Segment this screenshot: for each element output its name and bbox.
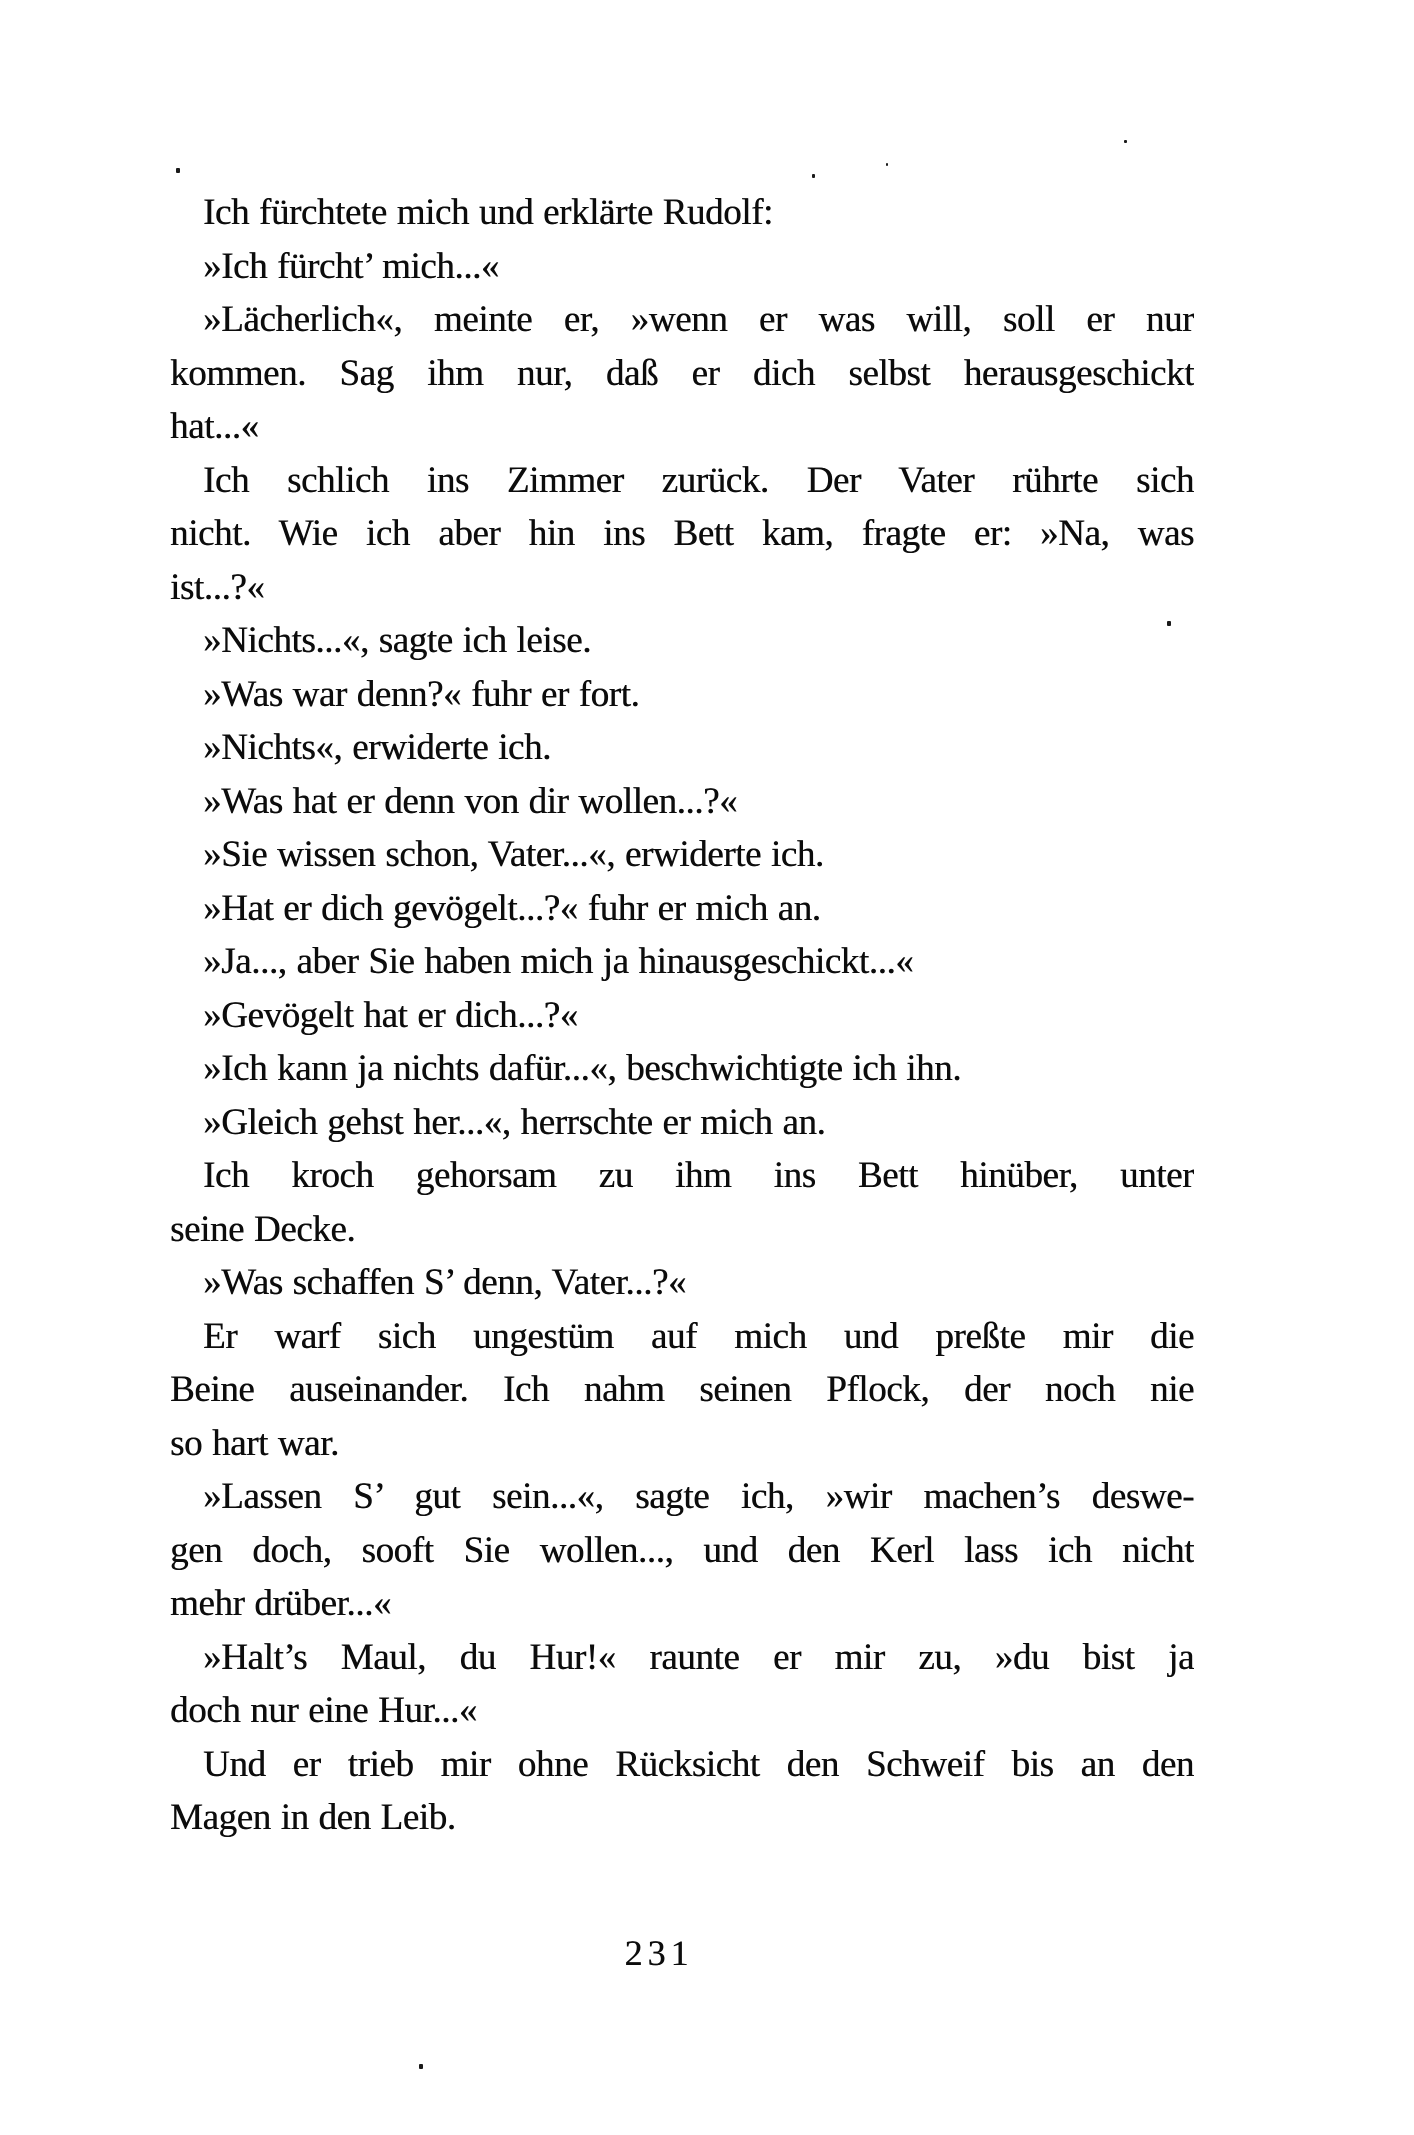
text-line: »Hat er dich gevögelt...?« fuhr er mich an. bbox=[203, 887, 821, 929]
scan-speck bbox=[886, 163, 888, 166]
text-line: so hart war. bbox=[170, 1422, 339, 1464]
text-line: doch nur eine Hur...« bbox=[170, 1690, 477, 1731]
text-line: »Gevögelt hat er dich...?« bbox=[203, 994, 578, 1036]
text-line: »Ja..., aber Sie haben mich ja hinausgeschickt...« bbox=[203, 941, 914, 982]
text-line: »Ich fürcht’ mich...« bbox=[203, 245, 499, 287]
scan-speck bbox=[176, 168, 180, 173]
text-line: »Nichts«, erwiderte ich. bbox=[203, 727, 551, 768]
text-line: »Nichts...«, sagte ich leise. bbox=[203, 620, 592, 661]
text-line: gen doch, sooft Sie wollen..., und den Kerl lass ich nicht bbox=[170, 1529, 1194, 1571]
text-line: Ich schlich ins Zimmer zurück. Der Vater rührte sich bbox=[203, 459, 1194, 501]
text-line: kommen. Sag ihm nur, daß er dich selbst herausgeschickt bbox=[170, 352, 1194, 394]
text-line: Er warf sich ungestüm auf mich und preßte mir die bbox=[203, 1315, 1194, 1357]
page-number: 231 bbox=[624, 1933, 694, 1973]
scan-speck bbox=[1167, 621, 1171, 626]
text-line: »Sie wissen schon, Vater...«, erwiderte ich. bbox=[203, 834, 824, 875]
text-line: »Gleich gehst her...«, herrschte er mich an. bbox=[203, 1101, 826, 1143]
scan-speck bbox=[419, 2064, 423, 2069]
book-page-text bbox=[170, 186, 1194, 1845]
text-line: nicht. Wie ich aber hin ins Bett kam, fragte er: »Na, was bbox=[170, 513, 1194, 554]
scan-speck bbox=[812, 174, 815, 178]
text-line: »Lassen S’ gut sein...«, sagte ich, »wir machen’s deswe- bbox=[203, 1476, 1194, 1517]
text-line: hat...« bbox=[170, 406, 259, 447]
text-line: Ich kroch gehorsam zu ihm ins Bett hinüber, unter bbox=[203, 1155, 1194, 1196]
text-line: Magen in den Leib. bbox=[170, 1797, 456, 1838]
text-line: Beine auseinander. Ich nahm seinen Pflock, der noch nie bbox=[170, 1369, 1194, 1410]
scan-speck bbox=[1124, 140, 1127, 143]
text-line: »Lächerlich«, meinte er, »wenn er was will, soll er nur bbox=[203, 299, 1194, 340]
text-line: »Was schaffen S’ denn, Vater...?« bbox=[203, 1262, 687, 1303]
text-line: ist...?« bbox=[170, 566, 265, 608]
text-line: Und er trieb mir ohne Rücksicht den Schweif bis an den bbox=[203, 1743, 1194, 1785]
text-line: »Ich kann ja nichts dafür...«, beschwichtigte ich ihn. bbox=[203, 1048, 962, 1089]
text-line: seine Decke. bbox=[170, 1208, 356, 1250]
text-line: mehr drüber...« bbox=[170, 1583, 392, 1624]
text-line: »Halt’s Maul, du Hur!« raunte er mir zu, »du bist ja bbox=[203, 1636, 1194, 1678]
text-line: Ich fürchtete mich und erklärte Rudolf: bbox=[203, 192, 773, 233]
text-line: »Was war denn?« fuhr er fort. bbox=[203, 673, 640, 715]
text-line: »Was hat er denn von dir wollen...?« bbox=[203, 780, 738, 822]
